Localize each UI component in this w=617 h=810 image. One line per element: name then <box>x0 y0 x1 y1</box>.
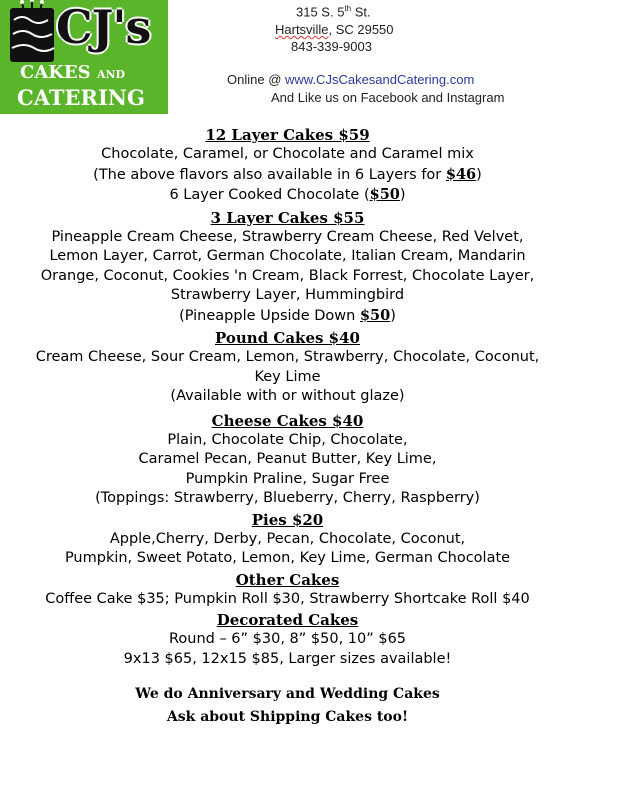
twelve-layer-line1: Chocolate, Caramel, or Chocolate and Caramel mix <box>101 146 474 162</box>
address-city <box>275 22 394 37</box>
city-rest: , SC 29550 <box>328 22 394 37</box>
city-name: Hartsville <box>275 22 329 37</box>
cheese-line: (Toppings: Strawberry, Blueberry, Cherry, Raspberry) <box>95 490 480 506</box>
pies-line: Apple,Cherry, Derby, Pecan, Chocolate, Coconut, <box>109 530 466 547</box>
extra-post: ) <box>390 307 396 324</box>
pies-heading: Pies $20 <box>251 510 324 529</box>
street-sup: th <box>344 4 352 13</box>
decorated-line: 9x13 $65, 12x15 $85, Larger sizes available! <box>123 650 452 667</box>
phone-number: 843-339-9003 <box>291 39 372 54</box>
three-layer-line: Lemon Layer, Carrot, German Chocolate, Italian Cream, Mandarin <box>49 248 526 264</box>
three-layer-line: Strawberry Layer, Hummingbird <box>170 287 405 303</box>
extra-price: $50 <box>359 306 391 324</box>
closing-line: We do Anniversary and Wedding Cakes <box>135 686 440 702</box>
line2-pre: (The above flavors also available in 6 Layers for <box>93 166 446 183</box>
logo-and-word: AND <box>96 68 126 81</box>
cheese-line: Plain, Chocolate Chip, Chocolate, <box>167 431 408 448</box>
twelve-layer-heading: 12 Layer Cakes $59 <box>205 126 370 144</box>
three-layer-extra <box>0 306 575 327</box>
three-layer-line: Pineapple Cream Cheese, Strawberry Cream Cheese, Red Velvet, <box>51 228 524 245</box>
logo-line2: CATERING <box>17 85 145 110</box>
pound-line: Key Lime <box>254 368 321 385</box>
website-link[interactable]: www.CJsCakesandCatering.com <box>285 72 475 87</box>
line2-price: $46 <box>445 165 477 183</box>
logo-name: CJ's <box>56 0 151 54</box>
online-line <box>227 72 474 87</box>
extra-pre: (Pineapple Upside Down <box>179 307 360 324</box>
line3-price: $50 <box>369 186 400 203</box>
pound-line: Cream Cheese, Sour Cream, Lemon, Strawberry, Chocolate, Coconut, <box>35 349 540 365</box>
other-heading: Other Cakes <box>235 570 340 589</box>
line3-post: ) <box>399 187 406 203</box>
three-layer-heading: 3 Layer Cakes $55 <box>210 208 365 227</box>
menu <box>0 126 575 729</box>
closing-line: Ask about Shipping Cakes too! <box>166 709 409 725</box>
decorated-line: Round – 6” $30, 8” $50, 10” $65 <box>168 631 407 647</box>
decorated-heading: Decorated Cakes <box>216 611 359 629</box>
cheese-heading: Cheese Cakes $40 <box>211 411 364 430</box>
pound-line: (Available with or without glaze) <box>170 388 405 404</box>
cjs-logo <box>0 0 168 114</box>
other-line: Coffee Cake $35; Pumpkin Roll $30, Strawberry Shortcake Roll $40 <box>45 590 530 607</box>
three-layer-line: Orange, Coconut, Cookies 'n Cream, Black Forrest, Chocolate Layer, <box>40 267 535 284</box>
cheese-line: Pumpkin Praline, Sugar Free <box>185 470 390 487</box>
pound-heading: Pound Cakes $40 <box>215 329 360 347</box>
pies-line: Pumpkin, Sweet Potato, Lemon, Key Lime, German Chocolate <box>64 550 511 566</box>
street-end: St. <box>351 4 371 20</box>
street-text: 315 S. 5 <box>296 4 345 20</box>
online-prefix: Online @ <box>227 72 285 87</box>
line2-post: ) <box>476 166 482 183</box>
cheese-line: Caramel Pecan, Peanut Butter, Key Lime, <box>138 451 437 467</box>
logo-cakes-word: CAKES <box>20 62 91 83</box>
address-street <box>296 4 371 19</box>
line3-pre: 6 Layer Cooked Chocolate ( <box>169 187 370 203</box>
twelve-layer-line3 <box>0 185 575 206</box>
twelve-layer-line2 <box>0 165 575 186</box>
social-line: And Like us on Facebook and Instagram <box>271 90 505 105</box>
logo-line1 <box>20 62 166 83</box>
